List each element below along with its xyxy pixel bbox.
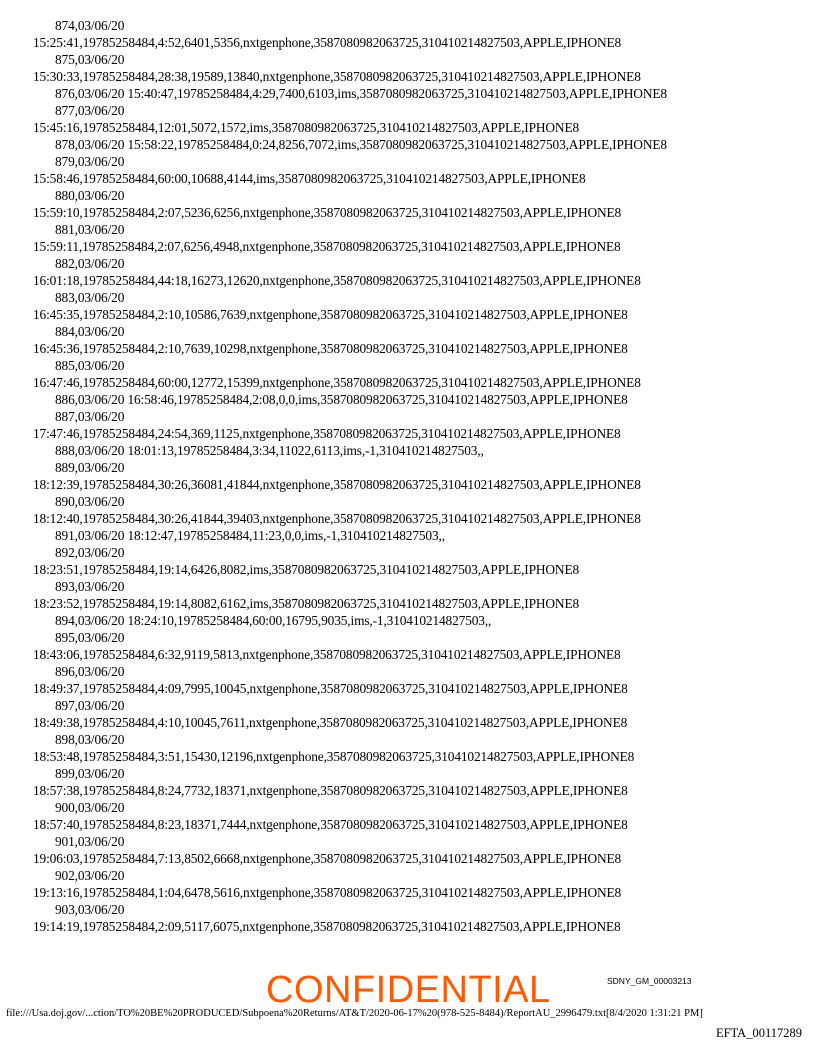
record-line: 15:30:33,19785258484,28:38,19589,13840,nxtgenphone,3587080982063725,310410214827503,APPLE,IPHONE8 (33, 69, 641, 84)
record-line: 893,03/06/20 (55, 579, 125, 594)
record-line: 903,03/06/20 (55, 902, 125, 917)
footer-file-path: file:///Usa.doj.gov/...ction/TO%20BE%20PRODUCED/Subpoena%20Returns/AT&T/2020-06-17%20(978-525-8484)/ReportAU_2996479.txt[8/4/2020 1:31:21 PM] (6, 1008, 703, 1019)
record-line: 19:13:16,19785258484,1:04,6478,5616,nxtgenphone,3587080982063725,310410214827503,APPLE,IPHONE8 (33, 885, 622, 900)
record-line: 18:53:48,19785258484,3:51,15430,12196,nxtgenphone,3587080982063725,310410214827503,APPLE,IPHONE8 (33, 749, 635, 764)
record-line: 18:23:52,19785258484,19:14,8082,6162,ims,3587080982063725,310410214827503,APPLE,IPHONE8 (33, 596, 580, 611)
record-line: 18:43:06,19785258484,6:32,9119,5813,nxtgenphone,3587080982063725,310410214827503,APPLE,IPHONE8 (33, 647, 621, 662)
record-line: 888,03/06/20 18:01:13,19785258484,3:34,11022,6113,ims,-1,310410214827503,, (55, 443, 484, 458)
record-line: 15:58:46,19785258484,60:00,10688,4144,ims,3587080982063725,310410214827503,APPLE,IPHONE8 (33, 171, 586, 186)
record-line: 18:12:39,19785258484,30:26,36081,41844,nxtgenphone,3587080982063725,310410214827503,APPLE,IPHONE8 (33, 477, 641, 492)
record-line: 897,03/06/20 (55, 698, 125, 713)
record-line: 18:49:38,19785258484,4:10,10045,7611,nxtgenphone,3587080982063725,310410214827503,APPLE,IPHONE8 (33, 715, 628, 730)
record-line: 892,03/06/20 (55, 545, 125, 560)
record-line: 890,03/06/20 (55, 494, 125, 509)
record-line: 18:49:37,19785258484,4:09,7995,10045,nxtgenphone,3587080982063725,310410214827503,APPLE,IPHONE8 (33, 681, 628, 696)
record-line: 880,03/06/20 (55, 188, 125, 203)
record-line: 889,03/06/20 (55, 460, 125, 475)
record-line: 19:14:19,19785258484,2:09,5117,6075,nxtgenphone,3587080982063725,310410214827503,APPLE,IPHONE8 (33, 919, 621, 934)
record-line: 883,03/06/20 (55, 290, 125, 305)
record-line: 895,03/06/20 (55, 630, 125, 645)
record-line: 894,03/06/20 18:24:10,19785258484,60:00,16795,9035,ims,-1,310410214827503,, (55, 613, 492, 628)
record-line: 15:25:41,19785258484,4:52,6401,5356,nxtgenphone,3587080982063725,310410214827503,APPLE,IPHONE8 (33, 35, 622, 50)
record-line: 16:45:35,19785258484,2:10,10586,7639,nxtgenphone,3587080982063725,310410214827503,APPLE,IPHONE8 (33, 307, 628, 322)
record-line: 898,03/06/20 (55, 732, 125, 747)
record-line: 902,03/06/20 (55, 868, 125, 883)
confidential-stamp: CONFIDENTIAL (266, 969, 551, 1011)
record-line: 885,03/06/20 (55, 358, 125, 373)
record-line: 884,03/06/20 (55, 324, 125, 339)
record-line: 15:59:10,19785258484,2:07,5236,6256,nxtgenphone,3587080982063725,310410214827503,APPLE,IPHONE8 (33, 205, 622, 220)
record-line: 19:06:03,19785258484,7:13,8502,6668,nxtgenphone,3587080982063725,310410214827503,APPLE,IPHONE8 (33, 851, 622, 866)
record-line: 899,03/06/20 (55, 766, 125, 781)
bates-number: SDNY_GM_00003213 (607, 976, 692, 986)
record-line: 887,03/06/20 (55, 409, 125, 424)
record-line: 18:57:38,19785258484,8:24,7732,18371,nxtgenphone,3587080982063725,310410214827503,APPLE,IPHONE8 (33, 783, 628, 798)
record-line: 876,03/06/20 15:40:47,19785258484,4:29,7400,6103,ims,3587080982063725,310410214827503,APPLE,IPHONE8 (55, 86, 667, 101)
record-line: 882,03/06/20 (55, 256, 125, 271)
record-line: 15:45:16,19785258484,12:01,5072,1572,ims,3587080982063725,310410214827503,APPLE,IPHONE8 (33, 120, 580, 135)
record-line: 881,03/06/20 (55, 222, 125, 237)
record-line: 875,03/06/20 (55, 52, 125, 67)
record-line: 18:23:51,19785258484,19:14,6426,8082,ims,3587080982063725,310410214827503,APPLE,IPHONE8 (33, 562, 580, 577)
record-line: 15:59:11,19785258484,2:07,6256,4948,nxtgenphone,3587080982063725,310410214827503,APPLE,IPHONE8 (33, 239, 621, 254)
record-line: 901,03/06/20 (55, 834, 125, 849)
record-line: 878,03/06/20 15:58:22,19785258484,0:24,8256,7072,ims,3587080982063725,310410214827503,APPLE,IPHONE8 (55, 137, 667, 152)
call-record-list (33, 17, 813, 935)
record-line: 16:01:18,19785258484,44:18,16273,12620,nxtgenphone,3587080982063725,310410214827503,APPLE,IPHONE8 (33, 273, 641, 288)
record-line: 886,03/06/20 16:58:46,19785258484,2:08,0,0,ims,3587080982063725,310410214827503,APPLE,IPHONE8 (55, 392, 628, 407)
record-line: 879,03/06/20 (55, 154, 125, 169)
record-line: 16:45:36,19785258484,2:10,7639,10298,nxtgenphone,3587080982063725,310410214827503,APPLE,IPHONE8 (33, 341, 628, 356)
record-line: 874,03/06/20 (55, 18, 125, 33)
record-line: 18:57:40,19785258484,8:23,18371,7444,nxtgenphone,3587080982063725,310410214827503,APPLE,IPHONE8 (33, 817, 628, 832)
record-line: 877,03/06/20 (55, 103, 125, 118)
record-line: 896,03/06/20 (55, 664, 125, 679)
record-line: 900,03/06/20 (55, 800, 125, 815)
record-line: 18:12:40,19785258484,30:26,41844,39403,nxtgenphone,3587080982063725,310410214827503,APPLE,IPHONE8 (33, 511, 641, 526)
efta-id: EFTA_00117289 (715, 1026, 802, 1040)
record-line: 891,03/06/20 18:12:47,19785258484,11:23,0,0,ims,-1,310410214827503,, (55, 528, 445, 543)
record-line: 17:47:46,19785258484,24:54,369,1125,nxtgenphone,3587080982063725,310410214827503,APPLE,IPHONE8 (33, 426, 621, 441)
record-line: 16:47:46,19785258484,60:00,12772,15399,nxtgenphone,3587080982063725,310410214827503,APPLE,IPHONE8 (33, 375, 641, 390)
